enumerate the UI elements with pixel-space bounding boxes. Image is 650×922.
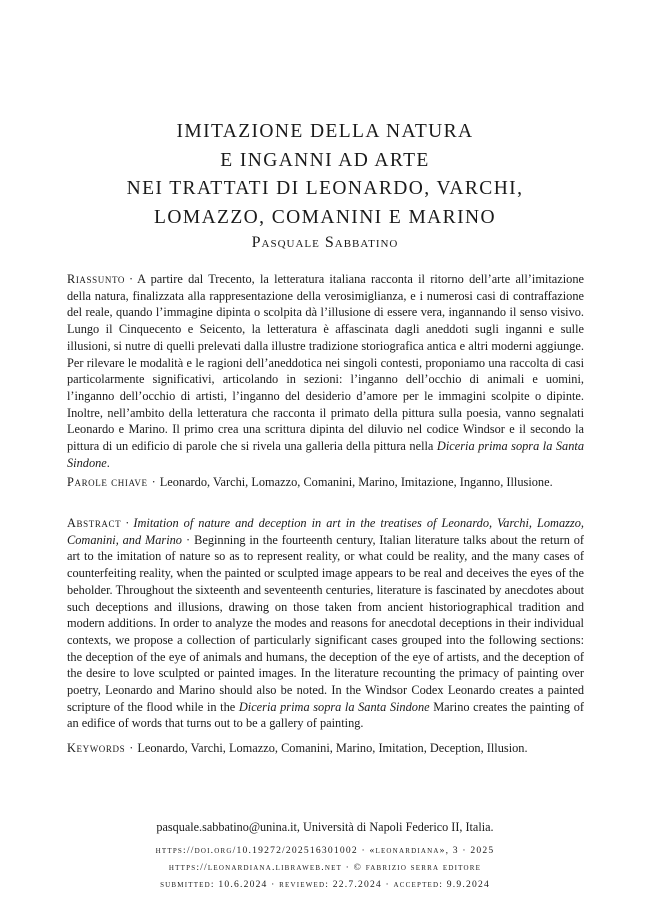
title-line: E INGANNI AD ARTE bbox=[220, 149, 430, 171]
doi-line: https://doi.org/10.19272/202516301002 · «leonardiana», 3 · 2025 bbox=[155, 845, 495, 856]
separator: · bbox=[129, 741, 134, 755]
journal-url-line: https://leonardiana.libraweb.net · © fabrizio serra editore bbox=[168, 862, 482, 873]
separator: · bbox=[128, 272, 134, 286]
title-line: NEI TRATTATI DI LEONARDO, VARCHI, bbox=[126, 178, 524, 199]
author-name: Pasquale Sabbatino bbox=[251, 234, 399, 251]
abstract-section bbox=[67, 515, 584, 732]
author-email-affiliation: pasquale.sabbatino@unina.it, Università di Napoli Federico II, Italia. bbox=[156, 820, 494, 834]
keywords-text: Leonardo, Varchi, Lomazzo, Comanini, Marino, Imitation, Deception, Illusion. bbox=[137, 741, 528, 755]
article-title bbox=[60, 118, 590, 232]
keywords-label: Keywords bbox=[67, 741, 126, 755]
riassunto-end: . bbox=[106, 455, 110, 470]
parole-chiave-text: Leonardo, Varchi, Lomazzo, Comanini, Marino, Imitazione, Inganno, Illusione. bbox=[159, 475, 553, 489]
separator: · bbox=[185, 532, 191, 547]
abstract-italic-work: Diceria prima sopra la Santa Sindone bbox=[238, 699, 430, 714]
abstract-text: Beginning in the fourteenth century, Italian literature talks about the return of art to the imitation of nature so as to represent reality, or what could be reality, and the many cases of counterfeiting reality, when the painted or sculpted image appears to be real and deceives the eyes of the beholder. Throughout the sixteenth and seventeenth centuries, literature is fascinated by anecdotes about such deceptions and illusions, drawing on those taken from ancient historiographical tradition and modern additions. In order to analyze the modes and reasons for anecdotal deceptions in their individual contexts, we propose a collection of particularly significant cases grouped into the following sections: the deception of the eye of animals and humans, the deception of the eye of artists, and the deception of the desire to love sculpted or painted images. In the literature recounting the primacy of painting over poetry, Leonardo and Marino should also be noted. In the Windsor Codex Leonardo creates a painted scripture of the flood while in the bbox=[67, 532, 584, 714]
submission-dates-line: submitted: 10.6.2024 · reviewed: 22.7.2024 · accepted: 9.9.2024 bbox=[160, 879, 490, 890]
parole-chiave-section bbox=[67, 474, 584, 491]
riassunto-italic-title: Diceria prima sopra la Santa Sindone bbox=[67, 439, 584, 470]
keywords-section bbox=[67, 740, 584, 757]
abstract-label: Abstract bbox=[67, 516, 122, 530]
abstract-end: Marino creates the painting of an edifice of words that turns out to be a gallery of painting. bbox=[67, 699, 584, 731]
riassunto-label: Riassunto bbox=[67, 272, 125, 286]
title-line: LOMAZZO, COMANINI E MARINO bbox=[154, 206, 496, 228]
separator: · bbox=[125, 516, 130, 530]
abstract-italic-title: Imitation of nature and deception in art in the treatises of Leonardo, Varchi, Lomazzo, Comanini, and Marino bbox=[67, 516, 584, 547]
riassunto-text: A partire dal Trecento, la letteratura italiana racconta il ritorno dell’arte all’imitazione della natura, finalizzata alla rappresentazione della verosimiglianza, e i numerosi casi di contraffazione del reale, quando l’immagine dipinta o scolpita dà l’illusione di essere vera, ingannando il senso visivo. Lungo il Cinquecento e Seicento, la letteratura è affascinata dagli aneddoti sugli inganni e sulle illusioni, si nutre di quelli prelevati dalla illustre tradizione storiografica antica e altri moderni aggiunge. Per rilevare le modalità e le ragioni dell’aneddotica nei singoli contesti, proponiamo una raccolta di casi particolarmente significativi, articolando in sezioni: l’inganno dell’occhio di animali e uomini, l’inganno dell’occhio di artisti, l’inganno del desiderio d’amore per le immagini scolpite o dipinte. Inoltre, nell’ambito della letteratura che racconta il primato della pittura sulla poesia, vanno segnalati Leonardo e Marino. Il primo crea una scrittura dipinta del diluvio nel codice Windsor e il secondo la pittura di un edificio di parole che si rivela una galleria della pittura nella bbox=[67, 272, 584, 454]
riassunto-section bbox=[67, 271, 584, 471]
title-line: IMITAZIONE DELLA NATURA bbox=[176, 121, 474, 142]
separator: · bbox=[151, 475, 156, 489]
parole-chiave-label: Parole chiave bbox=[67, 475, 148, 489]
